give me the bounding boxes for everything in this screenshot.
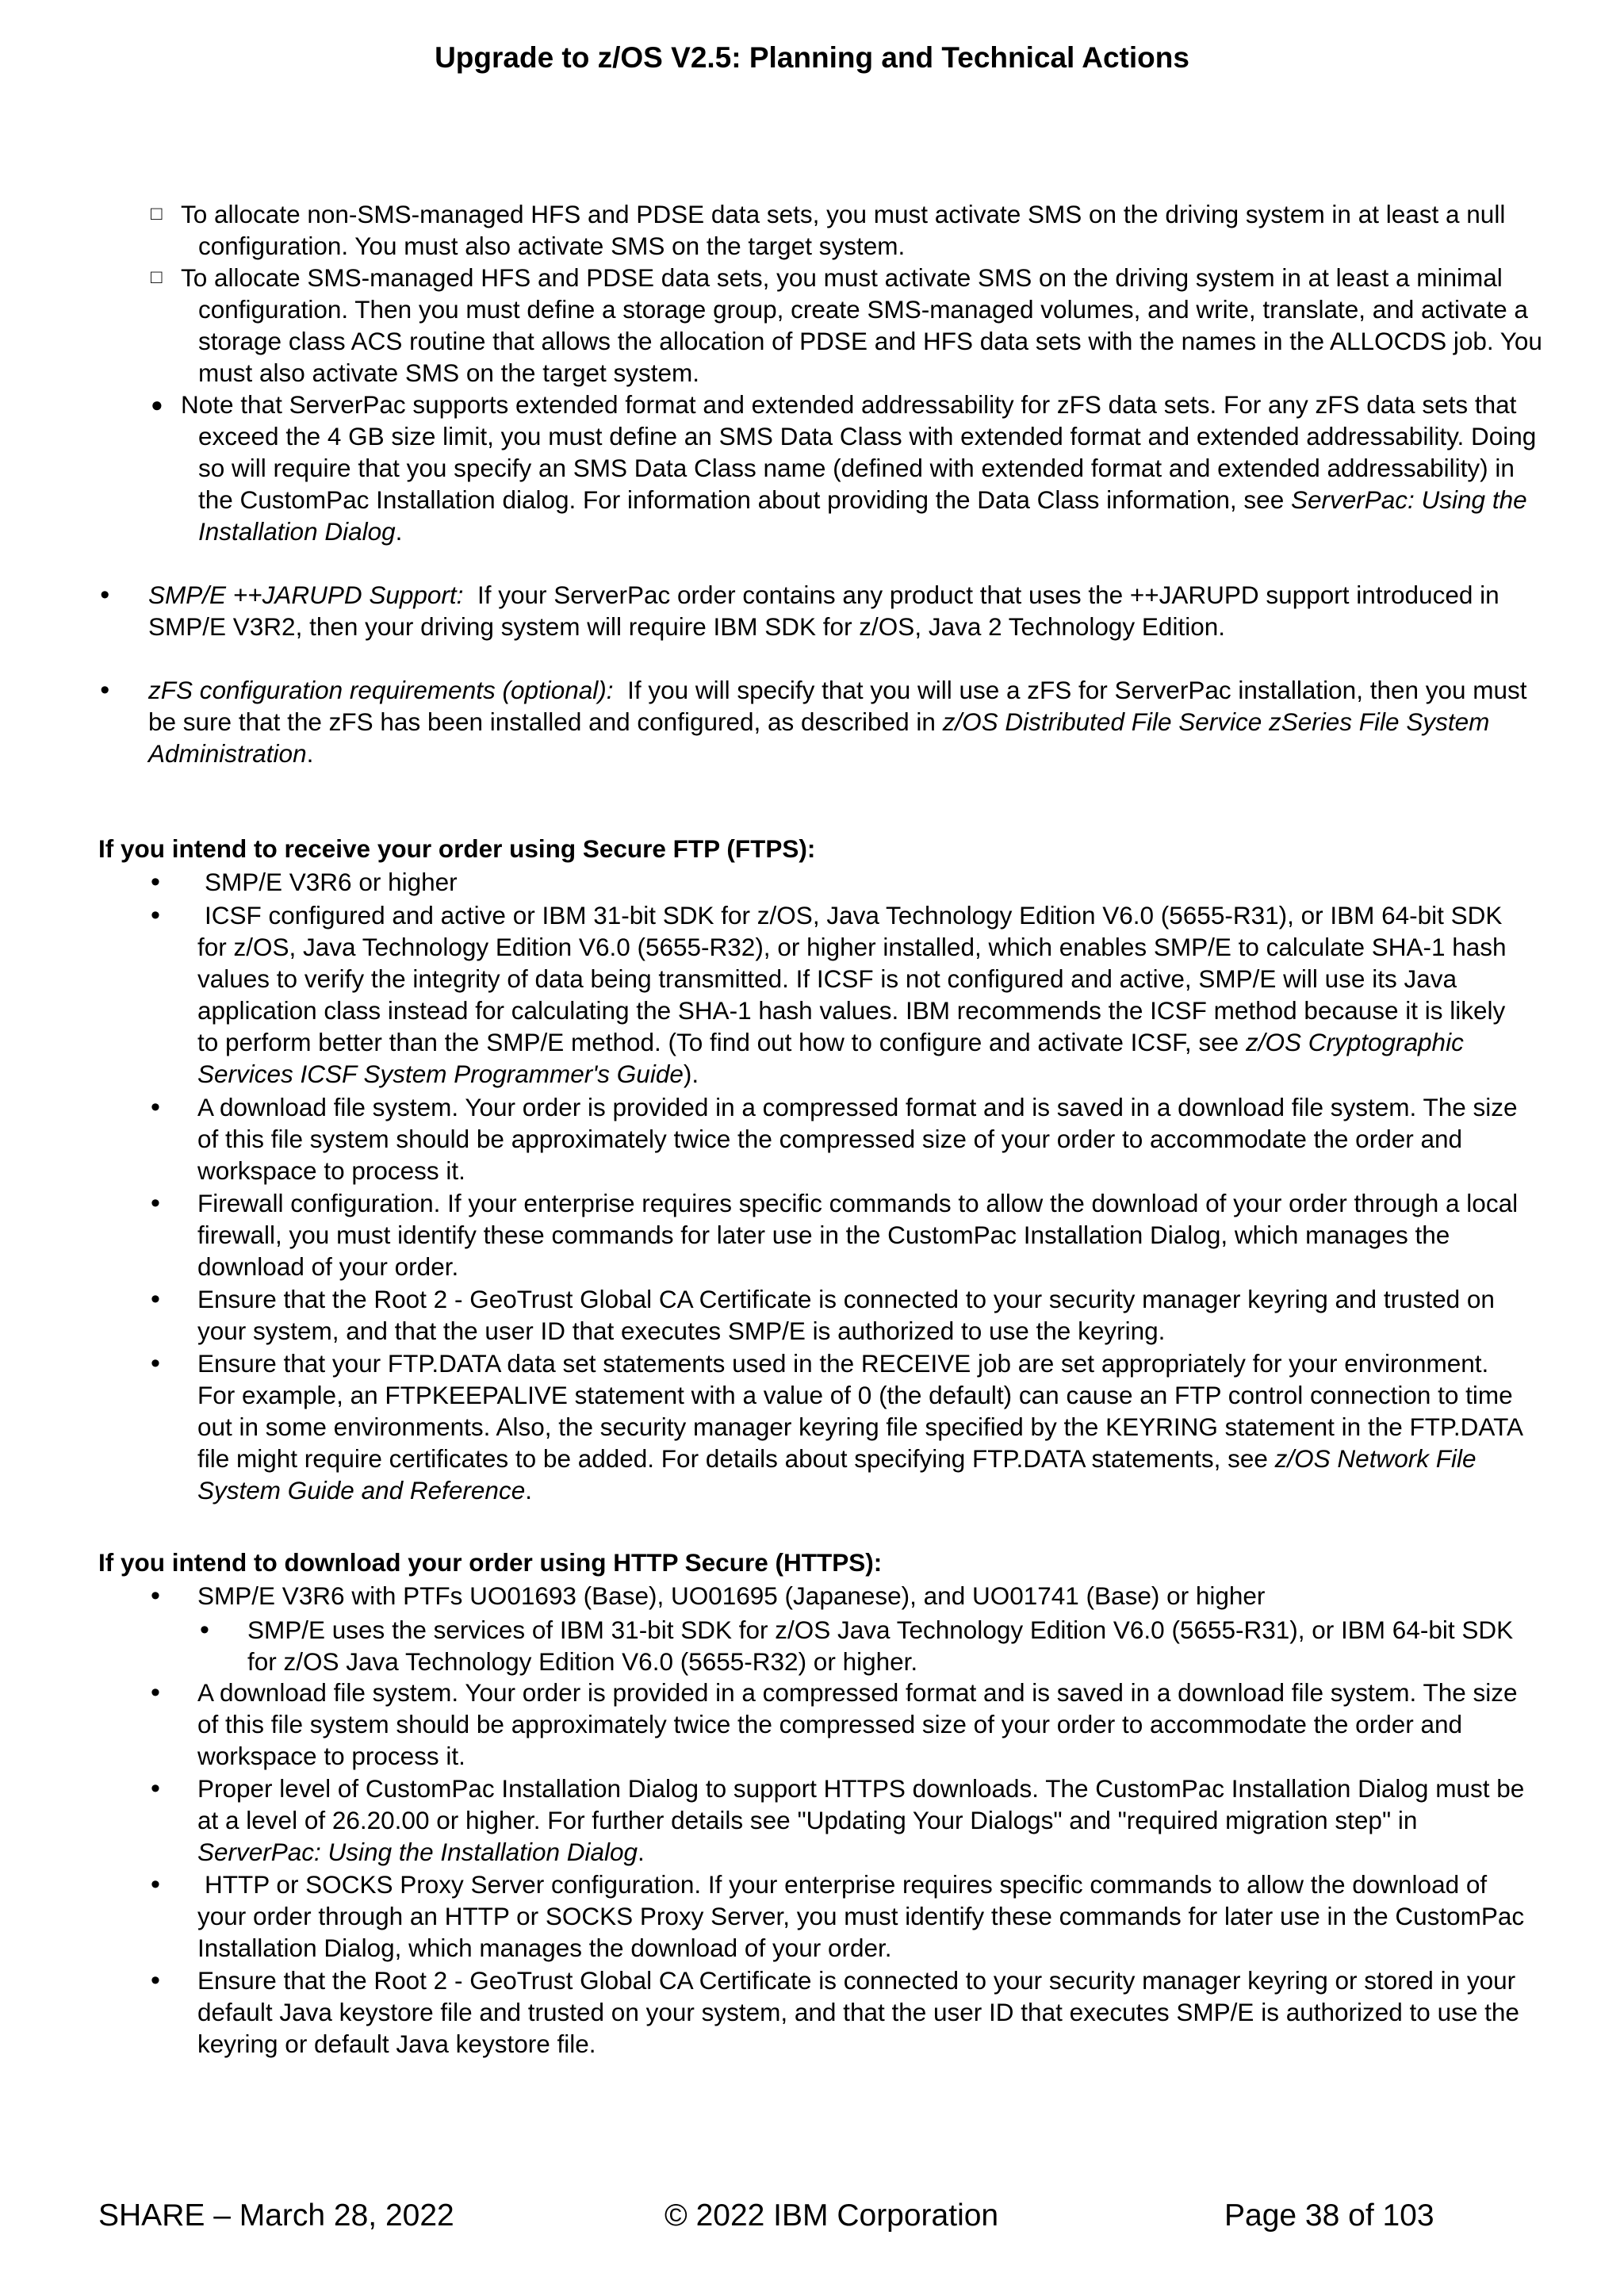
bullet-icon: • — [151, 1677, 160, 1708]
section-heading-ftps: If you intend to receive your order using Secure FTP (FTPS): — [98, 834, 816, 863]
list-item-text: ICSF configured and active or IBM 31-bit SDK for z/OS, Java Technology Edition V6.0 (5655-R31), or IBM 64-bit SDK for z/OS, Java Technology Edition V6.0 (5655-R32), or higher installed, which enables SMP/E to calculate SHA-1 hash values to verify the integrity of data being transmitted. If ICSF is not configured and active, SMP/E will use its Java application class instead for calculating the SHA-1 hash values. IBM recommends the ICSF method because it is likely to perform better than the SMP/E method. (To find out how to configure and activate ICSF, see z/OS Cryptographic Services ICSF System Programmer's Guide). — [197, 901, 1507, 1088]
page-header-title: Upgrade to z/OS V2.5: Planning and Technical Actions — [435, 41, 1189, 74]
bullet-icon: • — [151, 900, 160, 930]
list-item-text: Ensure that your FTP.DATA data set statements used in the RECEIVE job are set appropriately for your environment. For example, an FTPKEEPALIVE statement with a value of 0 (the default) can cause an FTP control connection to time out in some environments. Also, the security manager keyring file specified by the KEYRING statement in the FTP.DATA file might require certificates to be added. For details about specifying FTP.DATA statements, see z/OS Network File System Guide and Reference. — [197, 1349, 1522, 1504]
list-item-text: SMP/E V3R6 with PTFs UO01693 (Base), UO01695 (Japanese), and UO01741 (Base) or higher — [197, 1581, 1266, 1610]
section-heading-https: If you intend to download your order using HTTP Secure (HTTPS): — [98, 1548, 883, 1577]
reference-title: z/OS Distributed File Service zSeries File System Administration — [148, 707, 1490, 768]
checkbox-square-icon: □ — [151, 203, 163, 224]
list-item-text: SMP/E uses the services of IBM 31-bit SDK for z/OS Java Technology Edition V6.0 (5655-R31), or IBM 64-bit SDK for z/OS Java Technology Edition V6.0 (5655-R32) or higher. — [247, 1616, 1514, 1676]
bullet-icon: • — [151, 1965, 160, 1995]
bullet-icon: • — [151, 1092, 160, 1122]
list-item-text: Ensure that the Root 2 - GeoTrust Global CA Certificate is connected to your security manager keyring and trusted on your system, and that the user ID that executes SMP/E is authorized to use the keyring. — [197, 1285, 1495, 1345]
list-item-text: HTTP or SOCKS Proxy Server configuration. If your enterprise requires specific commands to allow the download of your order through an HTTP or SOCKS Proxy Server, you must identify these commands for later use in the CustomPac Installation Dialog, which manages the download of your order. — [197, 1870, 1525, 1962]
bullet-icon: • — [100, 675, 109, 705]
reference-title: ServerPac: Using the Installation Dialog — [197, 1838, 638, 1866]
bullet-icon: • — [151, 1581, 160, 1611]
bullet-icon: • — [151, 1773, 160, 1803]
list-item-text: Note that ServerPac supports extended format and extended addressability for zFS data sets. For any zFS data sets that exceed the 4 GB size limit, you must define an SMS Data Class with extended format and extended addressability. Doing so will require that you specify an SMS Data Class name (defined with extended format and extended addressability) in the CustomPac Installation dialog. For information about providing the Data Class information, see ServerPac: Using the Installation Dialog. — [181, 390, 1537, 546]
checkbox-square-icon: □ — [151, 266, 163, 288]
bullet-icon: • — [151, 1188, 160, 1218]
bullet-icon: • — [151, 1869, 160, 1899]
list-item-text: Ensure that the Root 2 - GeoTrust Global CA Certificate is connected to your security manager keyring or stored in your default Java keystore file and trusted on your system, and that the user ID that executes SMP/E is authorized to use the keyring or default Java keystore file. — [197, 1966, 1519, 2058]
list-item-text: zFS configuration requirements (optional): If you will specify that you will use a zFS for ServerPac installation, then you must be sure that the zFS has been installed and configured, as described in z/OS Distributed File Service zSeries File System Administration. — [148, 676, 1527, 768]
footer-copyright: © 2022 IBM Corporation — [665, 2198, 999, 2233]
bullet-icon: • — [151, 1348, 160, 1378]
footer-page-number: Page 38 of 103 — [1224, 2198, 1434, 2233]
list-item-text: Firewall configuration. If your enterprise requires specific commands to allow the download of your order through a local firewall, you must identify these commands for later use in the CustomPac Installation Dialog, which manages the download of your order. — [197, 1189, 1519, 1281]
list-item-text: To allocate SMS-managed HFS and PDSE data sets, you must activate SMS on the driving system in at least a minimal configuration. Then you must define a storage group, create SMS-managed volumes, and write, translate, and activate a storage class ACS routine that allows the allocation of PDSE and HFS data sets with the names in the ALLOCDS job. You must also activate SMS on the target system. — [181, 263, 1542, 387]
list-item-text: A download file system. Your order is provided in a compressed format and is saved in a download file system. The size of this file system should be approximately twice the compressed size of your order to accommodate the order and workspace to process it. — [197, 1093, 1518, 1185]
item-label: zFS configuration requirements (optional): — [148, 676, 614, 704]
list-item-text: SMP/E V3R6 or higher — [205, 868, 458, 896]
list-item-text: SMP/E ++JARUPD Support: If your ServerPac order contains any product that uses the ++JARUPD support introduced in SMP/E V3R2, then your driving system will require IBM SDK for z/OS, Java 2 Technology Edition. — [148, 581, 1500, 641]
reference-title: ServerPac: Using the Installation Dialog — [198, 485, 1527, 546]
bullet-icon: ● — [151, 393, 163, 416]
list-item-text: A download file system. Your order is provided in a compressed format and is saved in a download file system. The size of this file system should be approximately twice the compressed size of your order to accommodate the order and workspace to process it. — [197, 1678, 1518, 1770]
list-item-text: To allocate non-SMS-managed HFS and PDSE data sets, you must activate SMS on the driving system in at least a null configuration. You must also activate SMS on the target system. — [181, 200, 1506, 260]
bullet-icon: • — [200, 1615, 209, 1645]
item-label: SMP/E ++JARUPD Support: — [148, 581, 464, 609]
reference-title: z/OS Cryptographic Services ICSF System Programmer's Guide — [197, 1028, 1464, 1088]
bullet-icon: • — [100, 580, 109, 610]
reference-title: z/OS Network File System Guide and Reference — [197, 1444, 1477, 1504]
list-item-text: Proper level of CustomPac Installation Dialog to support HTTPS downloads. The CustomPac Installation Dialog must be at a level of 26.20.00 or higher. For further details see "Updating Your Dialogs" and "required migration step" in ServerPac: Using the Installation Dialog. — [197, 1774, 1525, 1866]
bullet-icon: • — [151, 867, 160, 897]
bullet-icon: • — [151, 1284, 160, 1314]
footer-event-date: SHARE – March 28, 2022 — [98, 2198, 454, 2233]
